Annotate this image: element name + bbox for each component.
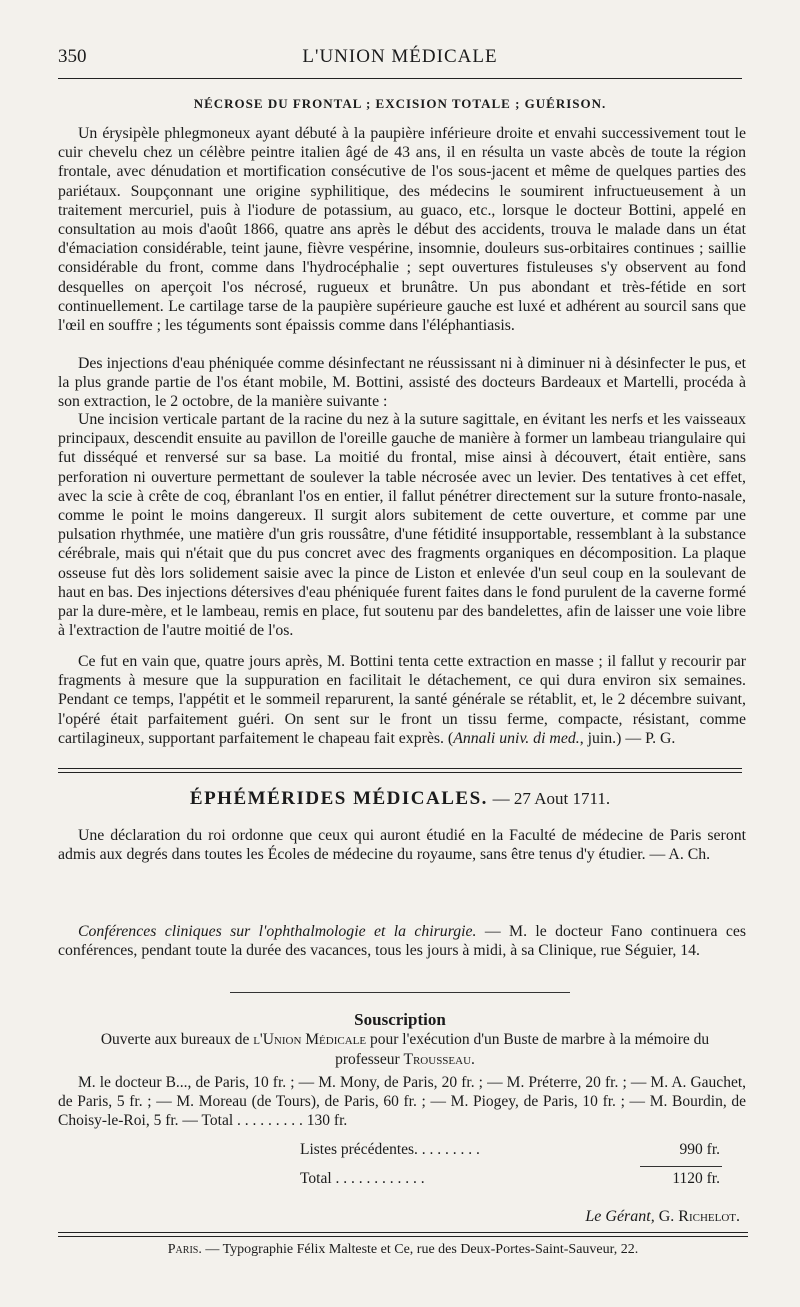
section-rule-thin (58, 772, 742, 773)
grand-total-row (300, 1170, 720, 1190)
footer-rule (58, 1232, 748, 1233)
souscription-intro-text: Ouverte aux bureaux de (100, 1031, 254, 1048)
previous-lists-label: Listes précédentes. . . . . . . . . (300, 1141, 480, 1158)
subscriber-list (58, 1073, 746, 1130)
conferences-paragraph (58, 922, 746, 960)
souscription-intro-text-2: pour l'exécution d'un Buste de marbre à la mémoire du professeur (335, 1031, 710, 1068)
article-paragraph-4-text: Ce fut en vain que, quatre jours après, M. Bottini tenta cette extraction en masse ; il fallut y recourir par fragments à mesure que la suppuration en facilitait le détachement, ce qui dura environ six semaines. Pendant ce temps, l'appétit et le sommeil reparurent, la santé générale se rétablit, et, le 2 décembre suivant, l'opéré était parfaitement guéri. On sent sur le front un tissu ferme, compacte, résistant, comme cartilagineux, supportant parfaitement le chapeau fait exprès. ( (58, 653, 746, 747)
subscriber-total-value: 130 fr. (306, 1112, 348, 1129)
sum-rule (640, 1166, 722, 1167)
printer-city: Paris. (167, 1242, 202, 1257)
grand-total-value: 1120 fr. (672, 1170, 720, 1187)
ephemerides-title: ÉPHÉMÉRIDES MÉDICALES. (189, 788, 488, 809)
subscriber-total-dots: . . . . . . . . . (237, 1112, 303, 1129)
grand-total-label: Total . . . . . . . . . . . . (300, 1170, 425, 1187)
page-header (58, 46, 742, 74)
ephemerides-date: — 27 Aout 1711. (492, 789, 611, 808)
conferences-text: — M. le docteur Fano continuera ces conférences, pendant toute la durée des vacances, tous les jours à midi, à sa Clinique, rue Séguier, 14. (58, 923, 746, 960)
divider-rule (230, 992, 570, 993)
footer-rule-thin (58, 1236, 748, 1237)
article-paragraph-4 (58, 652, 746, 748)
article-paragraph-1: Un érysipèle phlegmoneux ayant débuté à la paupière inférieure droite et envahi successivement tout le cuir chevelu chez un célèbre peintre italien âgé de 43 ans, il en résulta un vaste abcès de toute la région frontale, avec dénudation et mortification consécutive de l'os sous-jacent et même de quelques parties des pariétaux. Soupçonnant une origine syphilitique, des médecins le soumirent infructueusement à un traitement mercuriel, puis à l'iodure de potassium, au guaco, etc., lorsque le docteur Bottini, appelé en consultation au mois d'août 1866, quatre ans après le début des accidents, trouva le malade dans un état d'émaciation considérable, teint jaune, fièvre vespérine, insomnie, douleurs sus-orbitaires continues ; saillie considérable du front, comme dans l'hydrocéphalie ; sept ouvertures fistuleuses s'y observent au fond desquelles on aperçoit l'os nécrosé, rugueux et brunâtre. Un pus abondant et très-fétide en sort continuellement. Le cartilage tarse de la paupière supérieure gauche est luxé et adhérent au sourcil sans que l'œil en souffre ; les téguments sont épaissis comme dans l'éléphantiasis. (58, 125, 746, 335)
section-rule (58, 768, 742, 769)
gerant-role: Le Gérant, (585, 1208, 655, 1225)
souscription-intro (70, 1030, 740, 1069)
printer-text: — Typographie Félix Malteste et Ce, rue des Deux-Portes-Saint-Sauveur, 22. (201, 1242, 639, 1257)
gerant-signature (480, 1208, 740, 1226)
article-source-tail: , juin.) — P. G. (579, 729, 676, 747)
ephemerides-text: Une déclaration du roi ordonne que ceux qui auront étudié en la Faculté de médecine de Paris seront admis aux degrés dans toutes les Écoles de médecine du royaume, sans être tenus d'y étudier. — A. Ch. (58, 827, 746, 864)
gerant-name: G. Richelot. (658, 1208, 740, 1225)
souscription-heading: Souscription (354, 1010, 446, 1029)
ephemerides-heading (58, 788, 742, 810)
article-paragraph-3: Une incision verticale partant de la racine du nez à la suture sagittale, en évitant les nerfs et les vaisseaux principaux, descendit ensuite au pavillon de l'oreille gauche de manière à former un lambeau triangulaire qui fut disséqué et renversé sur sa base. La moitié du frontal, mise ainsi à découvert, était entière, sans perforation ni ouverture permettant de soulever la table nécrosée avec un levier. Des tentatives à cet effet, avec la scie à crête de coq, ébranlant l'os en entier, il fallut pénétrer directement sur la suture fronto-nasale, comme le point le moins dangereux. Il surgit alors subitement de cette ouverture, et comme par une pulsation rhythmée, une matière d'un gris roussâtre, d'une fétidité insupportable, ressemblant à la substance cérébrale, mais qui n'était que du pus concret avec des fragments organiques en décomposition. La plaque osseuse fut dès lors solidement saisie avec la pince de Liston et enlevée d'un seul coup en la soulevant de haut en bas. Des injections détersives d'eau phéniquée furent faites dans le fond purulent de la caverne formé par la dure-mère, et le lambeau, remis en place, fut soutenu par des bandelettes, afin de laisser une voie libre à l'extraction de l'autre moitié de l'os. (58, 411, 746, 640)
souscription-professor: Trousseau (403, 1050, 472, 1068)
article-title: NÉCROSE DU FRONTAL ; EXCISION TOTALE ; GUÉRISON. (193, 96, 607, 111)
conferences-title: Conférences cliniques sur l'ophthalmologie et la chirurgie. (78, 923, 477, 940)
previous-lists-value: 990 fr. (679, 1141, 720, 1158)
previous-lists-row (300, 1141, 720, 1161)
page-number: 350 (58, 46, 87, 67)
article-source: Annali univ. di med. (453, 729, 580, 747)
article-paragraph-2: Des injections d'eau phéniquée comme désinfectant ne réussissant ni à diminuer ni à désinfecter le pus, et la plus grande partie de l'os étant mobile, M. Bottini, assisté des docteurs Bardeaux et Martelli, procéda à son extraction, le 2 octobre, de la manière suivante : (58, 355, 746, 411)
souscription-intro-end: . (471, 1050, 475, 1068)
subscriber-list-text: M. le docteur B..., de Paris, 10 fr. ; — M. Mony, de Paris, 20 fr. ; — M. Préterre, 20 fr. ; — M. A. Gauchet, de Paris, 5 fr. ; — M. Moreau (de Tours), de Paris, 60 fr. ; — M. Piogey, de Paris, 10 fr. ; — M. Bourdin, de Choisy-le-Roi, 5 fr. — Total (58, 1074, 746, 1129)
header-rule (58, 78, 742, 79)
printer-imprint (58, 1242, 748, 1258)
journal-title: L'UNION MÉDICALE (302, 46, 498, 67)
souscription-journal: l'Union Médicale (253, 1031, 367, 1048)
